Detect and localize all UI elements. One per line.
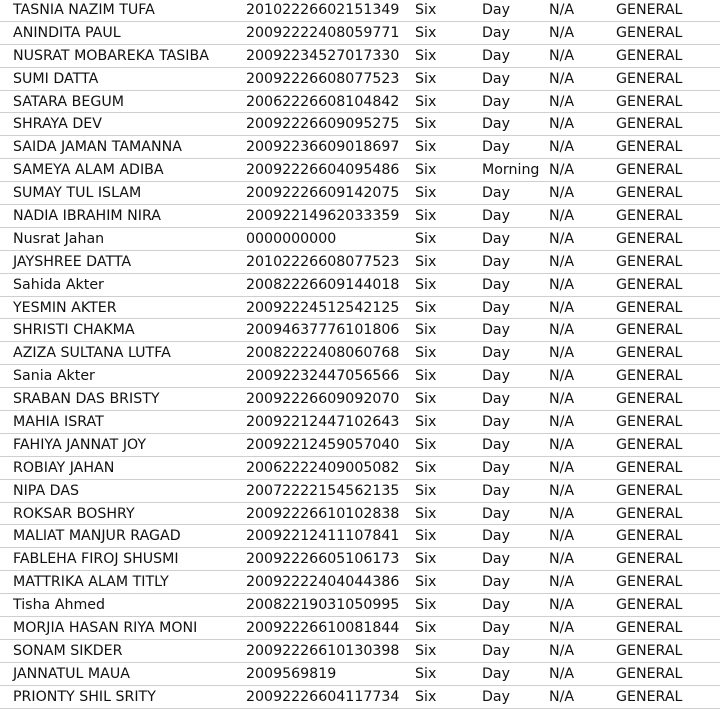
category-cell: GENERAL: [616, 2, 683, 18]
shift-cell: Day: [482, 391, 511, 408]
student-name-cell: MAHIA ISRAT: [13, 414, 104, 431]
group-cell: N/A: [549, 459, 575, 476]
group-cell: N/A: [549, 620, 575, 637]
group-cell: N/A: [549, 299, 575, 316]
student-name-cell: ROKSAR BOSHRY: [13, 505, 135, 522]
class-cell: Six: [415, 528, 437, 545]
student-name-cell: ANINDITA PAUL: [13, 24, 121, 41]
student-name-cell: SUMI DATTA: [13, 70, 99, 87]
student-id-cell: 20092222404044386: [246, 574, 400, 591]
student-name-cell: Sahida Akter: [13, 276, 104, 293]
category-cell: GENERAL: [616, 345, 683, 362]
table-row: [0, 503, 720, 526]
table-row: [0, 434, 720, 457]
student-name-cell: YESMIN AKTER: [13, 299, 117, 316]
table-row: [0, 480, 720, 503]
shift-cell: Day: [482, 459, 511, 476]
category-cell: GENERAL: [616, 620, 683, 637]
student-name-cell: SUMAY TUL ISLAM: [13, 185, 142, 202]
category-cell: GENERAL: [616, 505, 683, 522]
class-cell: Six: [415, 551, 437, 568]
student-name-cell: SONAM SIKDER: [13, 642, 123, 659]
table-row: [0, 251, 720, 274]
student-id-cell: 20092222408059771: [246, 24, 400, 41]
category-cell: GENERAL: [616, 459, 683, 476]
table-row: [0, 113, 720, 136]
table-row: [0, 342, 720, 365]
category-cell: GENERAL: [616, 93, 683, 110]
table-row: [0, 319, 720, 342]
class-cell: Six: [415, 414, 437, 431]
category-cell: GENERAL: [616, 574, 683, 591]
table-row: [0, 617, 720, 640]
table-row: [0, 571, 720, 594]
table-row: [0, 159, 720, 182]
category-cell: GENERAL: [616, 597, 683, 614]
table-row: [0, 297, 720, 320]
class-cell: Six: [415, 665, 437, 682]
group-cell: N/A: [549, 230, 575, 247]
student-name-cell: NUSRAT MOBAREKA TASIBA: [13, 47, 209, 64]
shift-cell: Day: [482, 185, 511, 202]
table-row: [0, 525, 720, 548]
category-cell: GENERAL: [616, 185, 683, 202]
shift-cell: Day: [482, 574, 511, 591]
group-cell: N/A: [549, 345, 575, 362]
group-cell: N/A: [549, 139, 575, 156]
category-cell: GENERAL: [616, 391, 683, 408]
table-row: [0, 594, 720, 617]
student-id-cell: 20092226604095486: [246, 162, 400, 179]
student-id-cell: 20092226609142075: [246, 185, 400, 202]
student-id-cell: 20092234527017330: [246, 47, 400, 64]
group-cell: N/A: [549, 162, 575, 179]
shift-cell: Day: [482, 436, 511, 453]
group-cell: N/A: [549, 528, 575, 545]
category-cell: GENERAL: [616, 24, 683, 41]
shift-cell: Day: [482, 620, 511, 637]
shift-cell: Day: [482, 93, 511, 110]
class-cell: Six: [415, 2, 437, 18]
student-id-cell: 20092226604117734: [246, 688, 400, 705]
category-cell: GENERAL: [616, 299, 683, 316]
shift-cell: Day: [482, 253, 511, 270]
group-cell: N/A: [549, 47, 575, 64]
student-name-cell: FAHIYA JANNAT JOY: [13, 436, 147, 453]
student-id-cell: 0000000000: [246, 230, 337, 247]
class-cell: Six: [415, 185, 437, 202]
shift-cell: Day: [482, 688, 511, 705]
table-row: [0, 457, 720, 480]
student-name-cell: SAMEYA ALAM ADIBA: [13, 162, 164, 179]
table-row: [0, 388, 720, 411]
category-cell: GENERAL: [616, 116, 683, 133]
class-cell: Six: [415, 459, 437, 476]
shift-cell: Day: [482, 2, 511, 18]
table-row: [0, 411, 720, 434]
student-id-cell: 20092226610130398: [246, 642, 400, 659]
group-cell: N/A: [549, 368, 575, 385]
group-cell: N/A: [549, 391, 575, 408]
class-cell: Six: [415, 208, 437, 225]
group-cell: N/A: [549, 482, 575, 499]
student-id-cell: 20102226602151349: [246, 2, 400, 18]
category-cell: GENERAL: [616, 665, 683, 682]
class-cell: Six: [415, 276, 437, 293]
group-cell: N/A: [549, 642, 575, 659]
shift-cell: Day: [482, 276, 511, 293]
shift-cell: Day: [482, 299, 511, 316]
table-row: [0, 640, 720, 663]
student-id-cell: 20082222408060768: [246, 345, 400, 362]
class-cell: Six: [415, 299, 437, 316]
student-id-cell: 20092226608077523: [246, 70, 400, 87]
category-cell: GENERAL: [616, 551, 683, 568]
category-cell: GENERAL: [616, 368, 683, 385]
group-cell: N/A: [549, 551, 575, 568]
shift-cell: Day: [482, 24, 511, 41]
class-cell: Six: [415, 574, 437, 591]
student-id-cell: 20092232447056566: [246, 368, 400, 385]
table-row: [0, 228, 720, 251]
category-cell: GENERAL: [616, 528, 683, 545]
group-cell: N/A: [549, 276, 575, 293]
group-cell: N/A: [549, 93, 575, 110]
class-cell: Six: [415, 230, 437, 247]
class-cell: Six: [415, 93, 437, 110]
student-id-cell: 2009569819: [246, 665, 337, 682]
group-cell: N/A: [549, 414, 575, 431]
table-row: [0, 91, 720, 114]
group-cell: N/A: [549, 2, 575, 18]
shift-cell: Day: [482, 322, 511, 339]
group-cell: N/A: [549, 322, 575, 339]
group-cell: N/A: [549, 24, 575, 41]
group-cell: N/A: [549, 597, 575, 614]
shift-cell: Day: [482, 642, 511, 659]
shift-cell: Day: [482, 597, 511, 614]
student-name-cell: SRABAN DAS BRISTY: [13, 391, 160, 408]
student-name-cell: SHRAYA DEV: [13, 116, 102, 133]
student-id-cell: 20072222154562135: [246, 482, 400, 499]
class-cell: Six: [415, 116, 437, 133]
student-id-cell: 20092226609095275: [246, 116, 400, 133]
student-name-cell: SHRISTI CHAKMA: [13, 322, 135, 339]
table-row: [0, 22, 720, 45]
student-name-cell: NADIA IBRAHIM NIRA: [13, 208, 161, 225]
student-id-cell: 20062222409005082: [246, 459, 400, 476]
group-cell: N/A: [549, 505, 575, 522]
shift-cell: Day: [482, 139, 511, 156]
class-cell: Six: [415, 688, 437, 705]
table-row: [0, 205, 720, 228]
student-name-cell: NIPA DAS: [13, 482, 80, 499]
category-cell: GENERAL: [616, 230, 683, 247]
student-id-cell: 20082219031050995: [246, 597, 400, 614]
shift-cell: Day: [482, 505, 511, 522]
table-row: [0, 68, 720, 91]
student-id-cell: 20092214962033359: [246, 208, 400, 225]
category-cell: GENERAL: [616, 208, 683, 225]
student-id-cell: 20092224512542125: [246, 299, 400, 316]
class-cell: Six: [415, 70, 437, 87]
class-cell: Six: [415, 368, 437, 385]
class-cell: Six: [415, 597, 437, 614]
class-cell: Six: [415, 139, 437, 156]
class-cell: Six: [415, 642, 437, 659]
group-cell: N/A: [549, 185, 575, 202]
class-cell: Six: [415, 436, 437, 453]
student-name-cell: MALIAT MANJUR RAGAD: [13, 528, 181, 545]
category-cell: GENERAL: [616, 642, 683, 659]
student-name-cell: ROBIAY JAHAN: [13, 459, 115, 476]
student-id-cell: 20102226608077523: [246, 253, 400, 270]
student-name-cell: Nusrat Jahan: [13, 230, 105, 247]
student-id-cell: 20092226605106173: [246, 551, 400, 568]
class-cell: Six: [415, 253, 437, 270]
class-cell: Six: [415, 24, 437, 41]
student-name-cell: SAIDA JAMAN TAMANNA: [13, 139, 182, 156]
category-cell: GENERAL: [616, 322, 683, 339]
shift-cell: Day: [482, 47, 511, 64]
student-id-cell: 20094637776101806: [246, 322, 400, 339]
student-name-cell: JANNATUL MAUA: [13, 665, 130, 682]
table-row: [0, 45, 720, 68]
student-name-cell: FABLEHA FIROJ SHUSMI: [13, 551, 179, 568]
class-cell: Six: [415, 505, 437, 522]
student-name-cell: AZIZA SULTANA LUTFA: [13, 345, 171, 362]
class-cell: Six: [415, 322, 437, 339]
shift-cell: Day: [482, 116, 511, 133]
student-name-cell: Sania Akter: [13, 368, 95, 385]
category-cell: GENERAL: [616, 436, 683, 453]
shift-cell: Day: [482, 70, 511, 87]
category-cell: GENERAL: [616, 47, 683, 64]
table-row: [0, 0, 720, 22]
student-id-cell: 20062226608104842: [246, 93, 400, 110]
group-cell: N/A: [549, 574, 575, 591]
student-name-cell: PRIONTY SHIL SRITY: [13, 688, 156, 705]
shift-cell: Morning: [482, 162, 540, 179]
student-name-cell: TASNIA NAZIM TUFA: [13, 2, 155, 18]
class-cell: Six: [415, 345, 437, 362]
shift-cell: Day: [482, 208, 511, 225]
student-name-cell: JAYSHREE DATTA: [13, 253, 132, 270]
table-row: [0, 548, 720, 571]
group-cell: N/A: [549, 688, 575, 705]
student-name-cell: MATTRIKA ALAM TITLY: [13, 574, 169, 591]
student-id-cell: 20082226609144018: [246, 276, 400, 293]
shift-cell: Day: [482, 368, 511, 385]
shift-cell: Day: [482, 551, 511, 568]
category-cell: GENERAL: [616, 139, 683, 156]
student-id-cell: 20092226609092070: [246, 391, 400, 408]
student-id-cell: 20092226610081844: [246, 620, 400, 637]
category-cell: GENERAL: [616, 688, 683, 705]
group-cell: N/A: [549, 70, 575, 87]
table-row: [0, 686, 720, 709]
student-id-cell: 20092212447102643: [246, 414, 400, 431]
table-row: [0, 182, 720, 205]
category-cell: GENERAL: [616, 414, 683, 431]
category-cell: GENERAL: [616, 482, 683, 499]
table-row: [0, 365, 720, 388]
group-cell: N/A: [549, 116, 575, 133]
shift-cell: Day: [482, 665, 511, 682]
shift-cell: Day: [482, 528, 511, 545]
class-cell: Six: [415, 482, 437, 499]
category-cell: GENERAL: [616, 70, 683, 87]
category-cell: GENERAL: [616, 253, 683, 270]
category-cell: GENERAL: [616, 276, 683, 293]
student-id-cell: 20092236609018697: [246, 139, 400, 156]
group-cell: N/A: [549, 253, 575, 270]
group-cell: N/A: [549, 665, 575, 682]
shift-cell: Day: [482, 482, 511, 499]
class-cell: Six: [415, 47, 437, 64]
shift-cell: Day: [482, 414, 511, 431]
class-cell: Six: [415, 162, 437, 179]
category-cell: GENERAL: [616, 162, 683, 179]
class-cell: Six: [415, 620, 437, 637]
group-cell: N/A: [549, 436, 575, 453]
shift-cell: Day: [482, 230, 511, 247]
student-id-cell: 20092226610102838: [246, 505, 400, 522]
table-row: [0, 274, 720, 297]
shift-cell: Day: [482, 345, 511, 362]
student-name-cell: MORJIA HASAN RIYA MONI: [13, 620, 198, 637]
table-row: [0, 663, 720, 686]
student-id-cell: 20092212411107841: [246, 528, 400, 545]
table-row: [0, 136, 720, 159]
student-name-cell: Tisha Ahmed: [13, 597, 106, 614]
group-cell: N/A: [549, 208, 575, 225]
student-id-cell: 20092212459057040: [246, 436, 400, 453]
student-name-cell: SATARA BEGUM: [13, 93, 124, 110]
class-cell: Six: [415, 391, 437, 408]
